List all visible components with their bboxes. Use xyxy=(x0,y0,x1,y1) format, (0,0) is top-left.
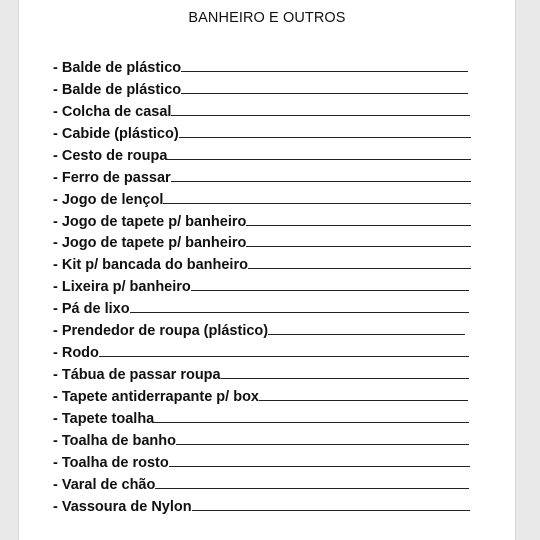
item-label: - Rodo xyxy=(53,345,99,362)
list-item xyxy=(53,361,489,383)
item-label: - Toalha de banho xyxy=(53,432,176,449)
item-label: - Prendedor de roupa (plástico) xyxy=(53,323,269,340)
list-item xyxy=(53,230,489,252)
checklist xyxy=(53,54,489,515)
item-label: - Jogo de tapete p/ banheiro xyxy=(53,235,247,252)
list-item xyxy=(53,493,489,515)
item-label: - Toalha de rosto xyxy=(53,454,169,471)
blank-line xyxy=(246,246,471,247)
list-item xyxy=(53,295,489,317)
item-label: - Cabide (plástico) xyxy=(53,125,179,142)
blank-line xyxy=(154,422,469,423)
blank-line xyxy=(192,510,470,511)
item-label: - Kit p/ bancada do banheiro xyxy=(53,257,248,274)
blank-line xyxy=(155,488,469,489)
blank-line xyxy=(246,225,471,226)
blank-line xyxy=(130,312,469,313)
item-label: - Pá de lixo xyxy=(53,301,130,318)
blank-line xyxy=(169,466,470,467)
blank-line xyxy=(248,268,471,269)
list-item xyxy=(53,164,489,186)
list-item xyxy=(53,76,489,98)
blank-line xyxy=(163,203,471,204)
document-title: BANHEIRO E OUTROS xyxy=(188,10,346,26)
blank-line xyxy=(221,378,469,379)
blank-line xyxy=(268,334,465,335)
blank-line xyxy=(179,137,471,138)
item-label: - Balde de plástico xyxy=(53,59,182,76)
item-label: - Jogo de lençol xyxy=(53,191,164,208)
list-item xyxy=(53,317,489,339)
list-item xyxy=(53,186,489,208)
list-item xyxy=(53,405,489,427)
item-label: - Ferro de passar xyxy=(53,169,171,186)
item-label: - Tapete antiderrapante p/ box xyxy=(53,389,259,405)
list-item xyxy=(53,273,489,295)
list-item xyxy=(53,120,489,142)
item-label: - Tábua de passar roupa xyxy=(53,367,221,384)
item-label: - Colcha de casal xyxy=(53,103,172,120)
list-item xyxy=(53,54,489,76)
item-label: - Lixeira p/ banheiro xyxy=(53,279,191,296)
document-page xyxy=(18,0,516,540)
item-label: - Cesto de roupa xyxy=(53,147,168,164)
list-item xyxy=(53,251,489,273)
list-item xyxy=(53,383,489,405)
item-label: - Vassoura de Nylon xyxy=(53,498,192,515)
blank-line xyxy=(171,181,471,182)
list-item xyxy=(53,471,489,493)
list-item xyxy=(53,208,489,230)
item-label: - Jogo de tapete p/ banheiro xyxy=(53,213,247,230)
list-item xyxy=(53,98,489,120)
item-label: - Varal de chão xyxy=(53,476,156,493)
blank-line xyxy=(259,400,468,401)
blank-line xyxy=(99,356,469,357)
blank-line xyxy=(181,93,468,94)
blank-line xyxy=(167,159,471,160)
item-label: - Balde de plástico xyxy=(53,81,182,98)
blank-line xyxy=(171,115,470,116)
list-item xyxy=(53,449,489,471)
blank-line xyxy=(176,444,469,445)
blank-line xyxy=(191,290,469,291)
blank-line xyxy=(181,71,468,72)
list-item xyxy=(53,427,489,449)
list-item xyxy=(53,142,489,164)
list-item xyxy=(53,339,489,361)
item-label: - Tapete toalha xyxy=(53,410,155,427)
